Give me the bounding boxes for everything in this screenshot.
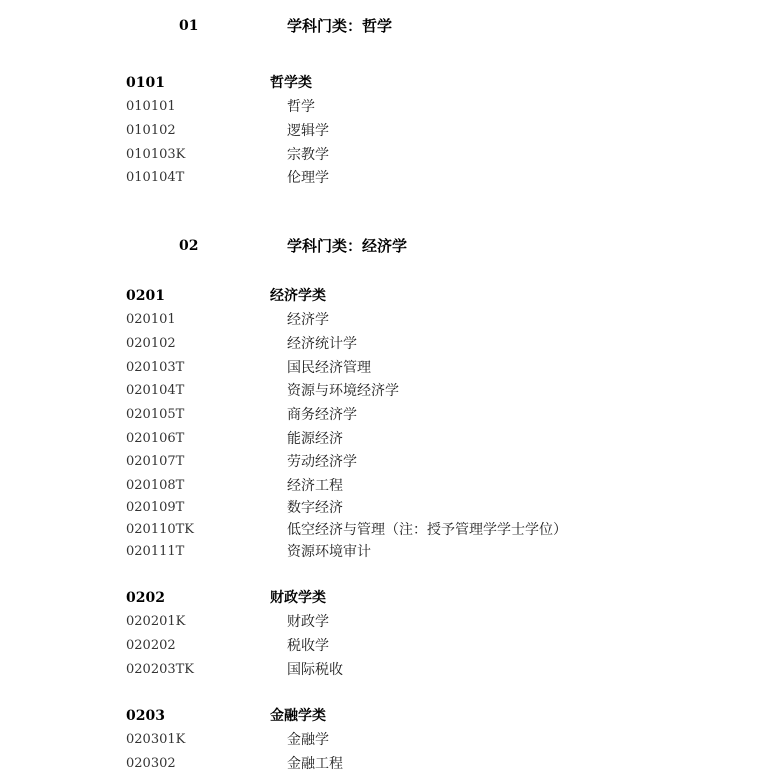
major-name: 资源环境审计 bbox=[287, 544, 371, 560]
major-code: 020107T bbox=[126, 454, 185, 469]
major-row bbox=[0, 144, 779, 166]
major-code: 020201K bbox=[126, 614, 186, 629]
category-title: 哲学类 bbox=[270, 75, 312, 91]
major-code: 020110TK bbox=[126, 522, 195, 537]
major-row bbox=[0, 729, 779, 751]
category-code: 0201 bbox=[126, 288, 165, 304]
major-row bbox=[0, 357, 779, 379]
major-row bbox=[0, 497, 779, 519]
major-row bbox=[0, 428, 779, 450]
major-row bbox=[0, 167, 779, 189]
major-code: 020105T bbox=[126, 407, 185, 422]
major-row bbox=[0, 659, 779, 681]
major-name: 数字经济 bbox=[287, 500, 343, 516]
major-code: 020109T bbox=[126, 500, 185, 515]
major-name: 商务经济学 bbox=[287, 407, 357, 423]
major-code: 020102 bbox=[126, 336, 176, 351]
major-row bbox=[0, 333, 779, 355]
major-code: 010102 bbox=[126, 123, 176, 138]
major-row bbox=[0, 519, 779, 541]
major-name: 低空经济与管理（注：授予管理学学士学位） bbox=[287, 522, 567, 538]
major-code: 020302 bbox=[126, 756, 176, 771]
major-code: 020103T bbox=[126, 360, 185, 375]
major-code: 010101 bbox=[126, 99, 176, 114]
major-code: 010104T bbox=[126, 170, 185, 185]
major-code: 020111T bbox=[126, 544, 185, 559]
discipline-code: 01 bbox=[179, 18, 199, 34]
major-name: 资源与环境经济学 bbox=[287, 383, 399, 399]
major-row bbox=[0, 451, 779, 473]
major-name: 经济工程 bbox=[287, 478, 343, 494]
major-code: 020104T bbox=[126, 383, 185, 398]
major-row bbox=[0, 404, 779, 426]
category-row bbox=[0, 285, 779, 307]
major-name: 逻辑学 bbox=[287, 123, 329, 139]
major-name: 宗教学 bbox=[287, 147, 329, 163]
major-name: 国际税收 bbox=[287, 662, 343, 678]
category-title: 经济学类 bbox=[270, 288, 326, 304]
major-row bbox=[0, 380, 779, 402]
major-row bbox=[0, 541, 779, 563]
category-code: 0203 bbox=[126, 708, 165, 724]
category-title: 金融学类 bbox=[270, 708, 326, 724]
major-row bbox=[0, 635, 779, 657]
category-row bbox=[0, 72, 779, 94]
discipline-row bbox=[0, 235, 779, 257]
category-title: 财政学类 bbox=[270, 590, 326, 606]
major-name: 金融学 bbox=[287, 732, 329, 748]
major-name: 能源经济 bbox=[287, 431, 343, 447]
major-row bbox=[0, 96, 779, 118]
major-code: 020106T bbox=[126, 431, 185, 446]
major-name: 劳动经济学 bbox=[287, 454, 357, 470]
major-row bbox=[0, 753, 779, 775]
category-code: 0101 bbox=[126, 75, 165, 91]
major-name: 税收学 bbox=[287, 638, 329, 654]
discipline-title: 学科门类：哲学 bbox=[287, 17, 393, 35]
major-row bbox=[0, 309, 779, 331]
major-row bbox=[0, 475, 779, 497]
major-code: 020108T bbox=[126, 478, 185, 493]
major-name: 金融工程 bbox=[287, 756, 343, 772]
major-code: 020203TK bbox=[126, 662, 195, 677]
major-name: 经济学 bbox=[287, 312, 329, 328]
discipline-row bbox=[0, 15, 779, 37]
major-code: 020101 bbox=[126, 312, 176, 327]
major-row bbox=[0, 120, 779, 142]
discipline-title: 学科门类：经济学 bbox=[287, 237, 408, 255]
discipline-code: 02 bbox=[179, 238, 199, 254]
major-name: 哲学 bbox=[287, 99, 315, 115]
major-code: 020301K bbox=[126, 732, 186, 747]
category-code: 0202 bbox=[126, 590, 165, 606]
category-row bbox=[0, 587, 779, 609]
category-row bbox=[0, 705, 779, 727]
major-name: 经济统计学 bbox=[287, 336, 357, 352]
major-name: 财政学 bbox=[287, 614, 329, 630]
major-row bbox=[0, 611, 779, 633]
major-name: 伦理学 bbox=[287, 170, 329, 186]
major-name: 国民经济管理 bbox=[287, 360, 371, 376]
major-code: 020202 bbox=[126, 638, 176, 653]
major-code: 010103K bbox=[126, 147, 186, 162]
